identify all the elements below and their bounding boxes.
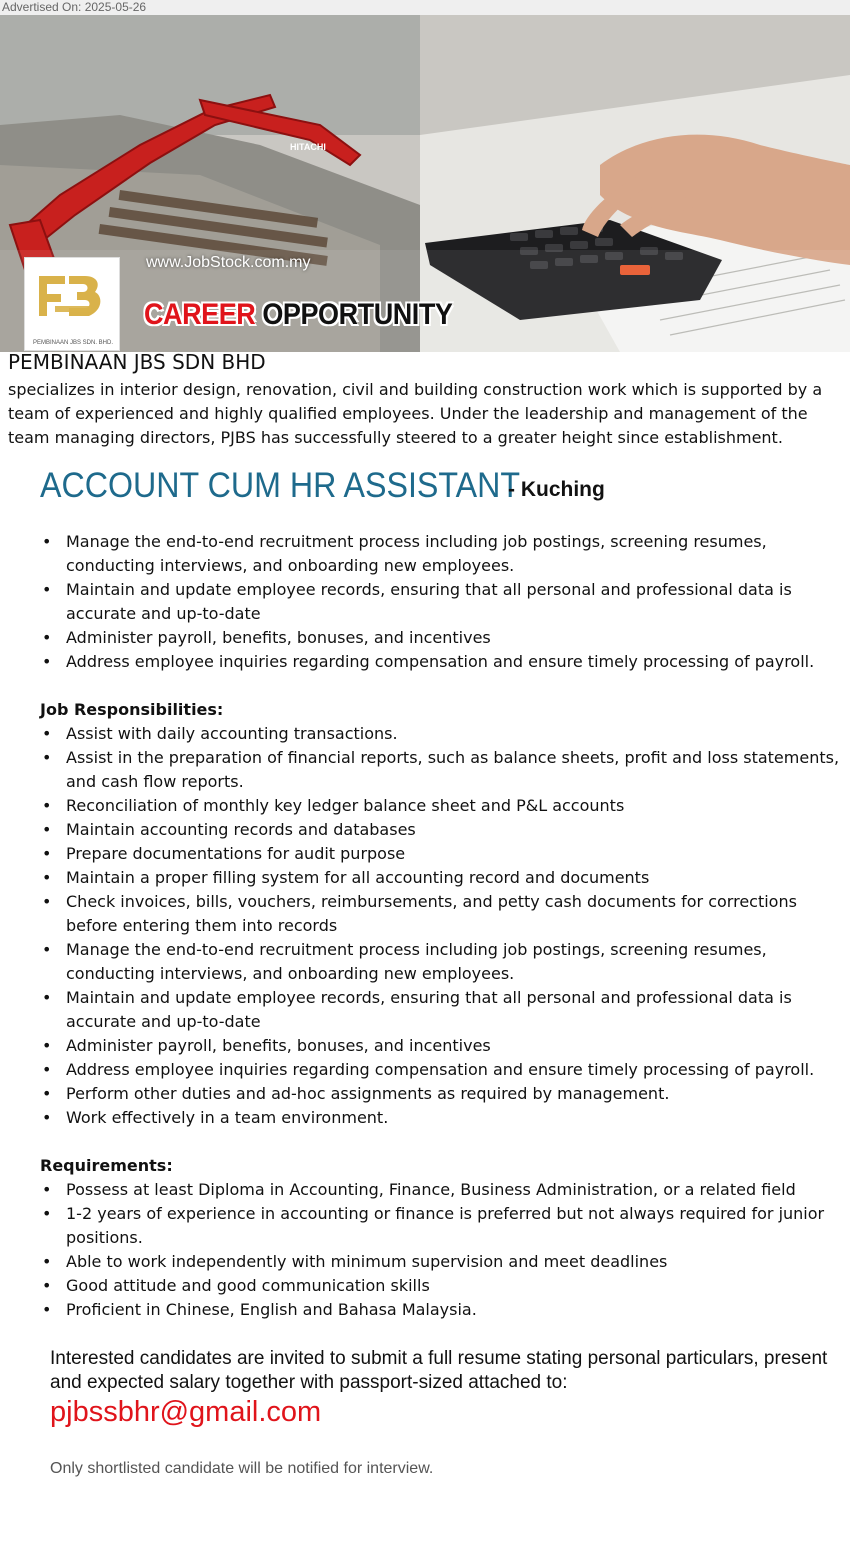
list-item: • Maintain and update employee records, ensuring that all personal and professional data is accurate and up-to-date (40, 578, 842, 626)
list-item: • Reconciliation of monthly key ledger balance sheet and P&L accounts (40, 794, 842, 818)
career-opportunity-heading (144, 298, 452, 332)
job-location: - Kuching (508, 478, 605, 501)
list-item: • Manage the end-to-end recruitment process including job postings, screening resumes, conducting interviews, and onboarding new employees. (40, 938, 842, 986)
overview-list (40, 530, 842, 674)
list-item: • Perform other duties and ad-hoc assignments as required by management. (40, 1082, 842, 1106)
list-item: • Maintain a proper filling system for all accounting record and documents (40, 866, 842, 890)
list-item: • Administer payroll, benefits, bonuses, and incentives (40, 1034, 842, 1058)
list-item: • Manage the end-to-end recruitment process including job postings, screening resumes, conducting interviews, and onboarding new employees. (40, 530, 842, 578)
advertised-date: Advertised On: 2025-05-26 (0, 0, 850, 15)
logo-icon (25, 258, 121, 338)
list-item: • 1-2 years of experience in accounting or finance is preferred but not always required for junior positions. (40, 1202, 842, 1250)
list-item: • Assist with daily accounting transactions. (40, 722, 842, 746)
list-item: • Administer payroll, benefits, bonuses, and incentives (40, 626, 842, 650)
opportunity-word: OPPORTUNITY (262, 298, 453, 331)
website-url[interactable]: www.JobStock.com.my (146, 254, 311, 271)
responsibilities-list (40, 722, 842, 1130)
svg-text:HITACHI: HITACHI (290, 142, 326, 152)
requirements-heading: Requirements: (40, 1156, 173, 1175)
list-item: • Maintain accounting records and databases (40, 818, 842, 842)
list-item: • Proficient in Chinese, English and Bahasa Malaysia. (40, 1298, 842, 1322)
shortlist-note: Only shortlisted candidate will be notified for interview. (50, 1460, 434, 1477)
list-item: • Prepare documentations for audit purpose (40, 842, 842, 866)
contact-email-link[interactable]: pjbssbhr@gmail.com (50, 1396, 322, 1428)
banner-image (0, 15, 850, 352)
list-item: • Possess at least Diploma in Accounting, Finance, Business Administration, or a related field (40, 1178, 842, 1202)
company-logo (24, 257, 120, 351)
list-item: • Able to work independently with minimum supervision and meet deadlines (40, 1250, 842, 1274)
job-title: ACCOUNT CUM HR ASSISTANT (40, 466, 521, 505)
responsibilities-section (40, 698, 842, 1130)
company-description: specializes in interior design, renovation, civil and building construction work which is supported by a team of experienced and highly qualified employees. Under the leadership and management of the team managing directors, PJBS has successfully steered to a greater height since establishment. (8, 380, 823, 447)
list-item: • Address employee inquiries regarding compensation and ensure timely processing of payroll. (40, 1058, 842, 1082)
apply-instructions: Interested candidates are invited to submit a full resume stating personal particulars, present and expected salary together with passport-sized attached to: (50, 1348, 828, 1393)
requirements-list (40, 1178, 842, 1322)
list-item: • Assist in the preparation of financial reports, such as balance sheets, profit and loss statements, and cash flow reports. (40, 746, 842, 794)
logo-caption: PEMBINAAN JBS SDN. BHD. (32, 340, 113, 346)
list-item: • Good attitude and good communication skills (40, 1274, 842, 1298)
company-name: PEMBINAAN JBS SDN BHD (8, 350, 266, 374)
list-item: • Work effectively in a team environment. (40, 1106, 842, 1130)
list-item: • Address employee inquiries regarding compensation and ensure timely processing of payroll. (40, 650, 842, 674)
list-item: • Maintain and update employee records, ensuring that all personal and professional data is accurate and up-to-date (40, 986, 842, 1034)
requirements-section (40, 1154, 842, 1322)
overview-section (40, 530, 842, 674)
list-item: • Check invoices, bills, vouchers, reimbursements, and petty cash documents for corrections before entering them into records (40, 890, 842, 938)
career-word: CAREER (144, 298, 256, 331)
responsibilities-heading: Job Responsibilities: (40, 700, 224, 719)
